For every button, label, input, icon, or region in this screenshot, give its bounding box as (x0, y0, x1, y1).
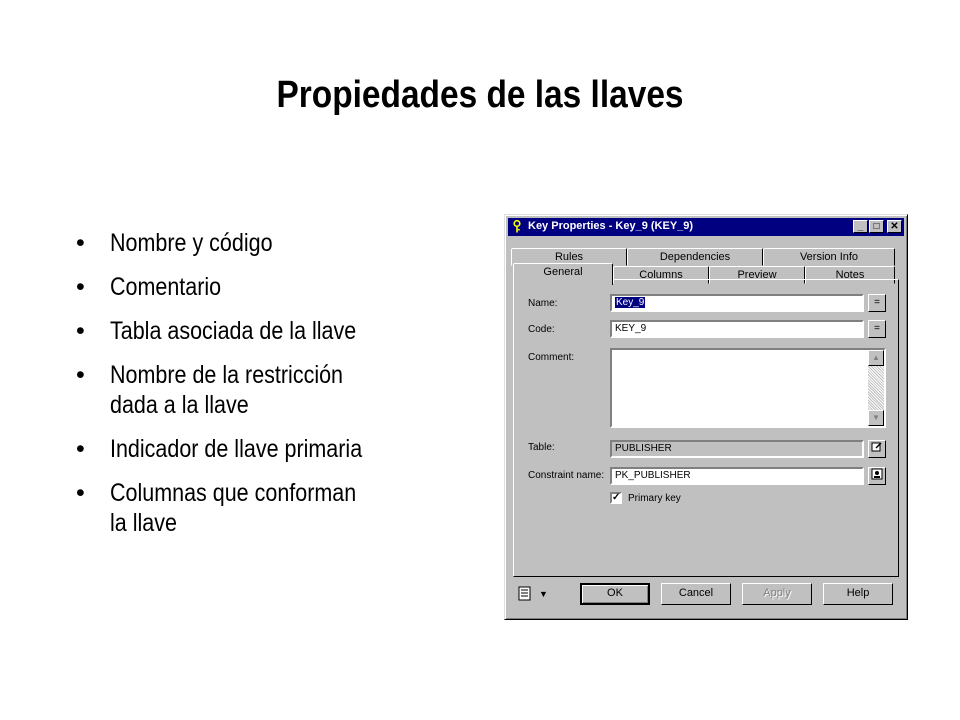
help-button[interactable]: Help (823, 583, 893, 605)
dialog-title: Key Properties - Key_9 (KEY_9) (528, 220, 694, 232)
bullet-dot: • (76, 435, 85, 463)
bullet-text: Nombre y código (110, 229, 273, 257)
bullet-dot: • (76, 361, 85, 389)
list-menu-icon[interactable] (517, 585, 535, 603)
table-properties-button[interactable] (868, 440, 886, 458)
slide-title: Propiedades de las llaves (276, 74, 684, 116)
bullet-dot: • (76, 479, 85, 507)
tab-preview[interactable]: Preview (709, 266, 805, 284)
tab-version-info[interactable]: Version Info (763, 248, 895, 266)
comment-scrollbar[interactable] (868, 350, 884, 426)
name-label: Name: (528, 298, 558, 309)
name-value: Key_9 (616, 297, 645, 308)
apply-button[interactable]: Apply (742, 583, 812, 605)
bullet-dot: • (76, 273, 85, 301)
primary-key-label: Primary key (628, 493, 681, 504)
tab-rules[interactable]: Rules (511, 248, 627, 266)
bullet-item (72, 478, 482, 538)
bullet-item (72, 316, 482, 346)
comment-label: Comment: (528, 352, 575, 363)
tab-notes[interactable]: Notes (805, 266, 895, 284)
table-label: Table: (528, 442, 555, 453)
title-bar[interactable] (508, 218, 904, 236)
scroll-down-icon[interactable]: ▼ (868, 410, 884, 426)
bullet-text: Tabla asociada de la llave (110, 317, 357, 345)
bullet-text: Columnas que conforman la llave (110, 479, 357, 537)
close-button[interactable]: ✕ (887, 220, 902, 233)
tab-dependencies[interactable]: Dependencies (627, 248, 763, 266)
bullet-item (72, 272, 482, 302)
chevron-down-icon[interactable]: ▼ (539, 589, 548, 599)
key-icon (512, 220, 524, 234)
comment-textarea[interactable] (610, 348, 886, 428)
tab-columns[interactable]: Columns (613, 266, 709, 284)
bullet-item (72, 228, 482, 258)
constraint-name-label: Constraint name: (528, 470, 605, 481)
bullet-text: Nombre de la restricción dada a la llave (110, 361, 344, 419)
bullet-dot: • (76, 229, 85, 257)
primary-key-checkbox[interactable]: ✓ (612, 492, 621, 503)
constraint-user-defined-button[interactable] (868, 467, 886, 485)
user-defined-icon (871, 468, 883, 480)
properties-icon (871, 441, 883, 453)
table-field: PUBLISHER (610, 440, 864, 458)
name-field[interactable] (610, 294, 864, 312)
scroll-up-icon[interactable]: ▲ (868, 350, 884, 366)
bullet-text: Indicador de llave primaria (110, 435, 363, 463)
bullet-text: Comentario (110, 273, 222, 301)
code-field[interactable]: KEY_9 (610, 320, 864, 338)
minimize-button[interactable]: _ (853, 220, 868, 233)
maximize-button[interactable]: □ (869, 220, 884, 233)
ok-button[interactable]: OK (580, 583, 650, 605)
general-tab-panel (513, 279, 899, 577)
code-label: Code: (528, 324, 555, 335)
cancel-button[interactable]: Cancel (661, 583, 731, 605)
constraint-name-field[interactable]: PK_PUBLISHER (610, 467, 864, 485)
name-code-sync-button[interactable]: = (868, 294, 886, 312)
bullet-item (72, 360, 482, 420)
bullet-dot: • (76, 317, 85, 345)
bullet-item (72, 434, 482, 464)
key-properties-dialog (504, 214, 908, 620)
tab-general[interactable]: General (513, 263, 613, 285)
code-sync-button[interactable]: = (868, 320, 886, 338)
bullet-list (72, 228, 482, 552)
